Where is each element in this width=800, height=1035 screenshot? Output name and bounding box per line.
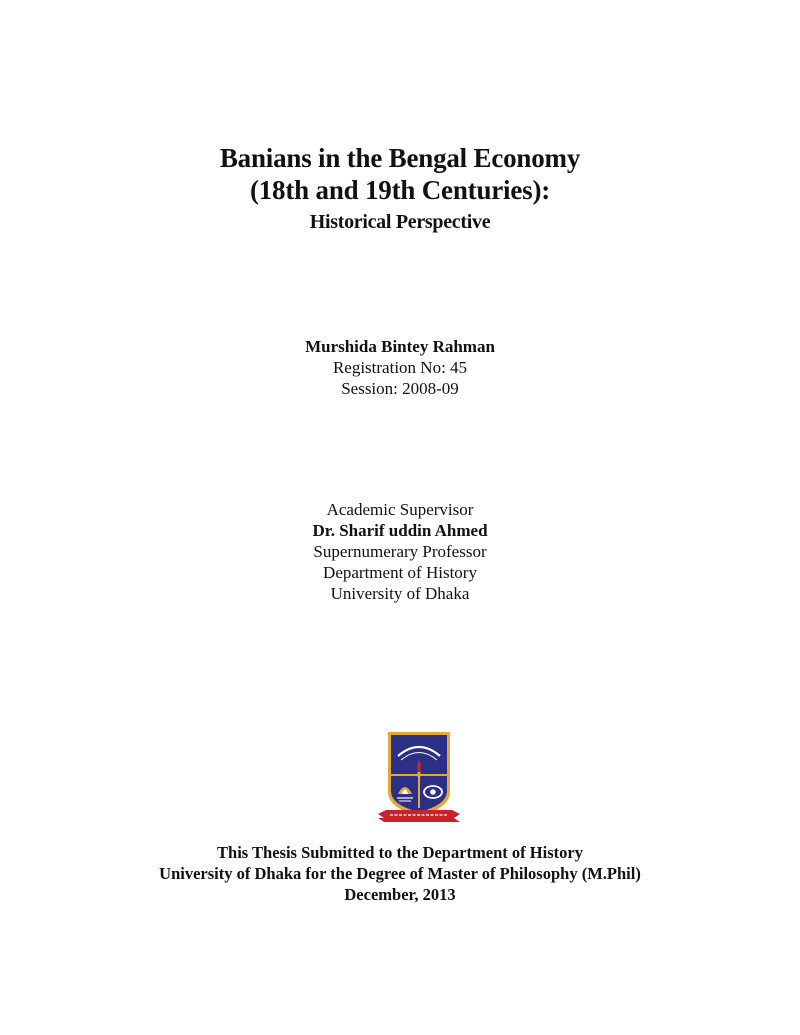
supervisor-section <box>0 499 800 604</box>
supervisor-university: University of Dhaka <box>330 584 470 603</box>
author-section <box>0 336 800 399</box>
submission-line-1: This Thesis Submitted to the Department of History <box>217 843 583 862</box>
university-of-dhaka-seal-icon <box>376 730 462 830</box>
thesis-title-line-2: (18th and 19th Centuries): <box>249 175 551 205</box>
title-section <box>0 142 800 235</box>
submission-line-2: University of Dhaka for the Degree of Master of Philosophy (M.Phil) <box>159 864 641 883</box>
submission-section <box>0 842 800 905</box>
thesis-title-line-1: Banians in the Bengal Economy <box>219 143 581 173</box>
supervisor-position: Supernumerary Professor <box>313 542 487 561</box>
author-name: Murshida Bintey Rahman <box>305 337 495 356</box>
registration-number: Registration No: 45 <box>332 358 468 377</box>
submission-date: December, 2013 <box>344 885 456 904</box>
supervisor-department: Department of History <box>323 563 477 582</box>
supervisor-name: Dr. Sharif uddin Ahmed <box>312 521 488 540</box>
supervisor-heading: Academic Supervisor <box>326 500 474 519</box>
thesis-subtitle: Historical Perspective <box>309 211 491 233</box>
session: Session: 2008-09 <box>341 379 459 398</box>
